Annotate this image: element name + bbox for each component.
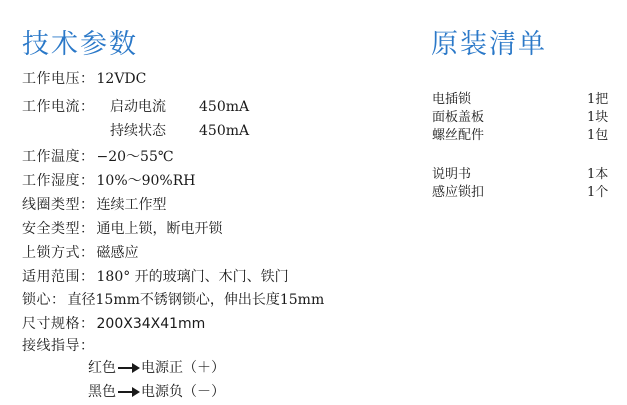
spec-scope-label: 适用范围：: [22, 269, 95, 285]
spec-wiring-label: 接线指导：: [22, 338, 95, 354]
spec-coil-type: [22, 195, 167, 215]
spec-temperature-label: 工作温度：: [22, 149, 95, 165]
spec-lock-core-value: 直径15mm不锈钢锁心，伸出长度15mm: [67, 292, 325, 308]
spec-size-label: 尺寸规格：: [22, 316, 95, 332]
spec-lock-core-label: 锁心：: [22, 292, 66, 308]
contents-item-name: 说明书: [432, 167, 472, 182]
contents-heading: 原装清单: [431, 29, 547, 60]
contents-item-qty: 1块: [587, 110, 609, 125]
wiring-black-row: [88, 382, 225, 402]
contents-item-name: 面板盖板: [432, 110, 485, 125]
spec-safety-type-value: 通电上锁，断电开锁: [96, 221, 223, 237]
spec-temperature-value: −20～55℃: [96, 149, 174, 165]
spec-scope: [22, 267, 289, 287]
spec-current-startup-label: 启动电流: [110, 99, 166, 115]
spec-safety-type-label: 安全类型：: [22, 221, 95, 237]
contents-item-name: 感应锁扣: [432, 185, 485, 200]
spec-size-value: 200X34X41mm: [96, 316, 206, 332]
spec-lock-method: [22, 243, 139, 263]
wiring-red-target: 电源正（＋）: [141, 360, 225, 376]
spec-current: [22, 97, 95, 117]
spec-lock-core: [22, 290, 324, 310]
spec-scope-value: 180° 开的玻璃门、木门、铁门: [96, 269, 289, 285]
spec-voltage: [22, 69, 146, 89]
spec-coil-type-label: 线圈类型：: [22, 197, 95, 213]
wiring-red-row: [88, 358, 225, 378]
arrow-right-icon: [118, 387, 140, 397]
contents-item-name: 电插锁: [432, 92, 472, 107]
wiring-red-label: 红色: [88, 360, 116, 376]
contents-item-name: 螺丝配件: [432, 128, 485, 143]
spec-current-holding-value: 450mA: [199, 123, 250, 139]
spec-humidity-label: 工作湿度：: [22, 173, 95, 189]
spec-current-holding-label: 持续状态: [110, 123, 166, 139]
spec-temperature: [22, 147, 174, 167]
arrow-right-icon: [118, 363, 140, 373]
spec-wiring: [22, 336, 95, 356]
spec-current-startup-value: 450mA: [199, 99, 250, 115]
contents-item-qty: 1把: [587, 92, 609, 107]
wiring-black-target: 电源负（－）: [141, 384, 225, 400]
spec-safety-type: [22, 219, 223, 239]
spec-humidity-value: 10%～90%RH: [96, 173, 196, 189]
wiring-black-label: 黑色: [88, 384, 116, 400]
contents-item-qty: 1包: [587, 128, 609, 143]
spec-lock-method-value: 磁感应: [96, 245, 139, 261]
spec-voltage-value: 12VDC: [96, 71, 147, 87]
spec-size: [22, 314, 205, 334]
specs-heading: 技术参数: [22, 29, 138, 60]
spec-voltage-label: 工作电压：: [22, 71, 95, 87]
spec-current-label: 工作电流：: [22, 99, 95, 115]
contents-item-qty: 1个: [587, 185, 609, 200]
contents-item-qty: 1本: [587, 167, 609, 182]
spec-lock-method-label: 上锁方式：: [22, 245, 95, 261]
spec-coil-type-value: 连续工作型: [96, 197, 167, 213]
spec-humidity: [22, 171, 195, 191]
